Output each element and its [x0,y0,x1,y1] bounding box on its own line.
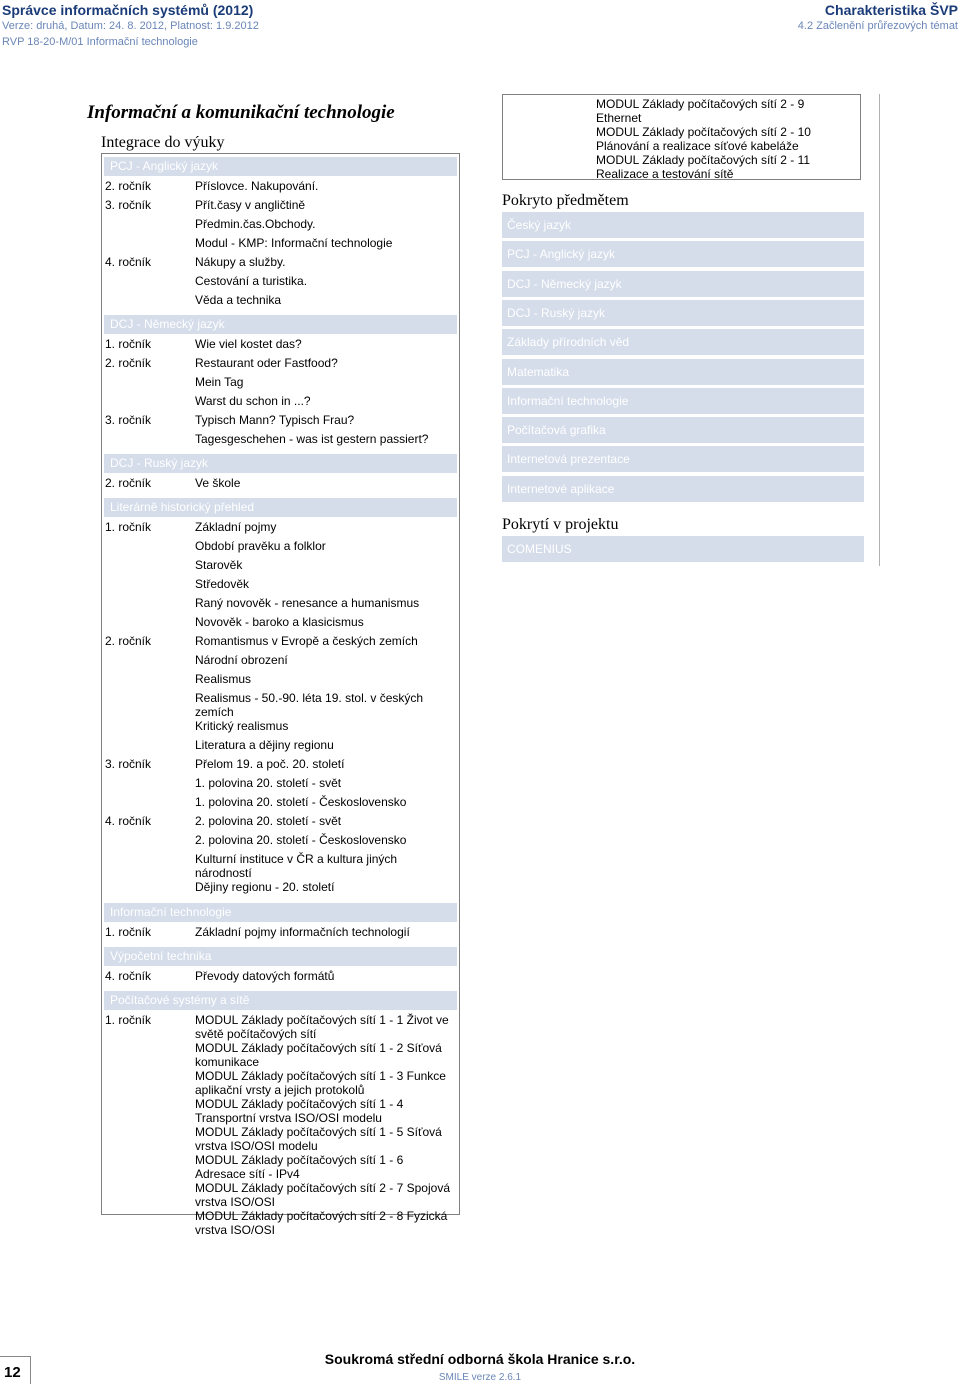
subject-bar: Český jazyk [502,212,864,238]
grade-label: 4. ročník [105,969,152,983]
table-row [105,672,459,691]
topic-label: MODUL Základy počítačových sítí 1 - 3 Funkce aplikační vrsty a jejich protokolů [195,1069,446,1097]
subject-bar: Počítačová grafika [502,417,864,443]
table-row [105,1097,459,1125]
section-header: DCJ - Ruský jazyk [104,454,457,473]
topic-label: MODUL Základy počítačových sítí 2 - 8 Fyzická vrstva ISO/OSI [195,1209,448,1237]
header-rvp: RVP 18-20-M/01 Informační technologie [2,36,198,48]
table-row [105,852,459,880]
topic-label: Přelom 19. a poč. 20. století [195,757,345,771]
topic-label: Národní obrození [195,653,288,667]
table-row [105,691,459,719]
project-bar: COMENIUS [502,536,864,562]
topic-label: Základní pojmy informačních technologií [195,925,410,939]
topic-label: Romantismus v Evropě a českých zemích [195,634,418,648]
table-row [105,539,459,558]
topic-label: Předmin.čas.Obchody. [195,217,316,231]
topic-label: Středověk [195,577,250,591]
footer-version: SMILE verze 2.6.1 [438,1372,522,1383]
footer-school: Soukromá střední odborná škola Hranice s.r.o. [324,1351,636,1367]
topic-label: 2. polovina 20. století - Československo [195,833,407,847]
topic-label: 1. polovina 20. století - svět [195,776,342,790]
topic-label: 2. polovina 20. století - svět [195,814,342,828]
table-row [105,1125,459,1153]
grade-label: 3. ročník [105,413,152,427]
subject-bar: Základy přírodních věd [502,329,864,355]
grade-label: 2. ročník [105,179,152,193]
table-row [105,776,459,795]
grade-label: 2. ročník [105,634,152,648]
section-header: Literárně historický přehled [104,498,457,517]
topic-label: Restaurant oder Fastfood? [195,356,338,370]
topic-label: MODUL Základy počítačových sítí 1 - 5 Síťová vrstva ISO/OSI modelu [195,1125,442,1153]
section-header: Výpočetní technika [104,947,457,966]
table-row [105,577,459,596]
topic-label: Realismus - 50.-90. léta 19. stol. v českých zemích [195,691,424,719]
topic-label: MODUL Základy počítačových sítí 2 - 7 Spojová vrstva ISO/OSI [195,1181,450,1209]
table-row [105,795,459,814]
table-row [105,217,459,236]
topic-label: Raný novověk - renesance a humanismus [195,596,420,610]
section-header: Počítačové systémy a sítě [104,991,457,1010]
grade-label: 4. ročník [105,814,152,828]
table-row [105,432,459,451]
topic-label: Cestování a turistika. [195,274,308,288]
subject-bar: DCJ - Německý jazyk [502,271,864,297]
table-row [506,153,860,181]
subject-bar: PCJ - Anglický jazyk [502,241,864,267]
coverage-project-title: Pokrytí v projektu [502,516,619,533]
topic-label: Věda a technika [195,293,282,307]
table-row [105,634,459,653]
topic-label: MODUL Základy počítačových sítí 2 - 10 Plánování a realizace síťové kabeláže [596,125,811,153]
table-row [105,375,459,394]
topic-label: MODUL Základy počítačových sítí 1 - 2 Síťová komunikace [195,1041,442,1069]
section-header: PCJ - Anglický jazyk [104,157,457,176]
integration-table [101,153,460,1237]
header-title: Správce informačních systémů (2012) [2,2,254,18]
table-row [105,1013,459,1041]
table-row [105,179,459,198]
topic-label: Typisch Mann? Typisch Frau? [195,413,355,427]
topic-label: Období pravěku a folklor [195,539,326,553]
table-row [105,198,459,217]
header-version: Verze: druhá, Datum: 24. 8. 2012, Platnost: 1.9.2012 [2,20,259,32]
table-row [105,1153,459,1181]
coverage-subjects-title: Pokryto předmětem [502,192,629,209]
table-row [105,1069,459,1097]
table-row [105,719,459,738]
table-row [105,236,459,255]
table-row [105,476,459,495]
grade-label: 3. ročník [105,198,152,212]
subject-bar: DCJ - Ruský jazyk [502,300,864,326]
table-row [105,1209,459,1237]
table-row [105,880,459,900]
table-row [105,394,459,413]
topic-label: Novověk - baroko a klasicismus [195,615,364,629]
table-row [105,255,459,274]
topic-label: Starověk [195,558,243,572]
column-divider [879,94,880,566]
topic-label: Kritický realismus [195,719,289,733]
integration-title: Integrace do výuky [101,134,225,151]
grade-label: 3. ročník [105,757,152,771]
section-header: DCJ - Německý jazyk [104,315,457,334]
topic-label: Kulturní instituce v ČR a kultura jiných národností [195,852,398,880]
header-right-sub: 4.2 Začlenění průřezových témat [797,20,958,32]
topic-label: Modul - KMP: Informační technologie [195,236,393,250]
table-row [105,757,459,776]
page-header [0,0,960,52]
table-row [105,1181,459,1209]
table-row [105,1041,459,1069]
table-row [506,97,860,125]
table-row [105,969,459,988]
topic-label: Tagesgeschehen - was ist gestern passiert? [195,432,429,446]
table-row [105,337,459,356]
table-row [506,125,860,153]
integration-table-continued [502,94,861,180]
table-row [105,596,459,615]
topic-label: Přít.časy v angličtině [195,198,306,212]
topic-label: MODUL Základy počítačových sítí 2 - 11 Realizace a testování sítě [596,153,811,181]
topic-label: Realismus [195,672,252,686]
table-row [105,738,459,757]
topic-label: MODUL Základy počítačových sítí 1 - 1 Život ve světě počítačových sítí [195,1013,449,1041]
topic-label: Ve škole [195,476,241,490]
document-title: Informační a komunikační technologie [87,102,395,123]
topic-label: MODUL Základy počítačových sítí 1 - 4 Transportní vrstva ISO/OSI modelu [195,1097,404,1125]
topic-label: Wie viel kostet das? [195,337,302,351]
grade-label: 2. ročník [105,356,152,370]
topic-label: Literatura a dějiny regionu [195,738,334,752]
grade-label: 1. ročník [105,337,152,351]
grade-label: 2. ročník [105,476,152,490]
page-number: 12 [4,1364,21,1381]
topic-label: Základní pojmy [195,520,277,534]
topic-label: MODUL Základy počítačových sítí 1 - 6 Adresace sítí - IPv4 [195,1153,404,1181]
table-row [105,615,459,634]
topic-label: Převody datových formátů [195,969,335,983]
subject-bar: Internetová prezentace [502,446,864,472]
table-row [105,653,459,672]
subject-bar: Matematika [502,359,864,385]
table-row [105,356,459,375]
table-row [105,925,459,944]
table-row [105,833,459,852]
grade-label: 1. ročník [105,1013,152,1027]
header-right-title: Charakteristika ŠVP [824,2,958,18]
section-header: Informační technologie [104,903,457,922]
topic-label: MODUL Základy počítačových sítí 2 - 9 Ethernet [596,97,805,125]
grade-label: 1. ročník [105,925,152,939]
table-row [105,558,459,577]
grade-label: 1. ročník [105,520,152,534]
table-row [105,413,459,432]
subject-bar: Internetové aplikace [502,476,864,502]
topic-label: Příslovce. Nakupování. [195,179,319,193]
topic-label: Warst du schon in ...? [195,394,311,408]
table-row [105,520,459,539]
topic-label: 1. polovina 20. století - Československo [195,795,407,809]
grade-label: 4. ročník [105,255,152,269]
table-row [105,293,459,312]
topic-label: Mein Tag [195,375,244,389]
topic-label: Dějiny regionu - 20. století [195,880,335,894]
subject-bar: Informační technologie [502,388,864,414]
topic-label: Nákupy a služby. [195,255,286,269]
table-row [105,274,459,293]
table-row [105,814,459,833]
